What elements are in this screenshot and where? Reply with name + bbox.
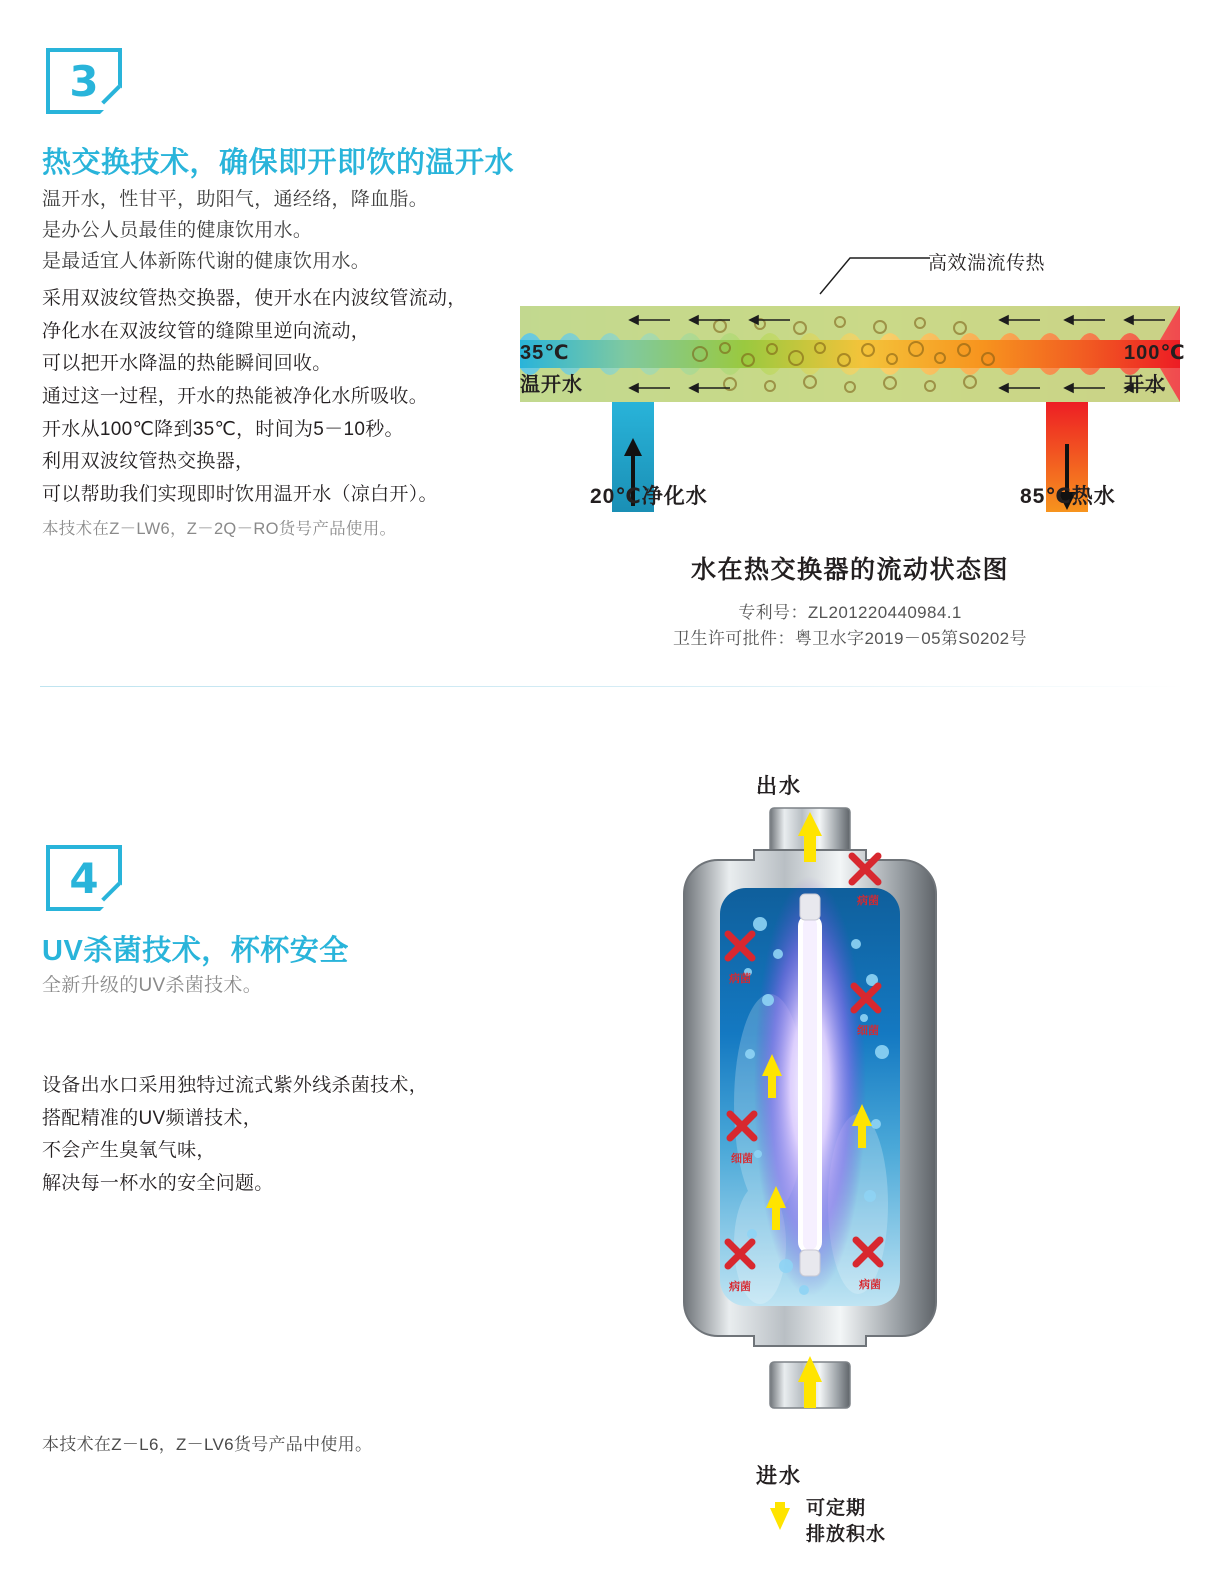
- germ-label: 细菌: [857, 1025, 879, 1037]
- subtitle-line: 是最适宜人体新陈代谢的健康饮用水。: [42, 250, 371, 272]
- figure-license-number: 卫生许可批件：粤卫水字2019－05第S0202号: [673, 629, 1027, 648]
- inner-corrugated-tube: [520, 340, 1180, 368]
- drain-note-line-2: 排放积水: [806, 1523, 887, 1545]
- section-number-badge-3: [46, 48, 122, 114]
- label-inlet: 20℃净化水: [590, 485, 708, 508]
- body-line: 采用双波纹管热交换器，使开水在内波纹管流动，: [42, 288, 467, 309]
- badge-corner-cut: [101, 882, 135, 916]
- section-3-body-block: [42, 283, 467, 512]
- body-line: 设备出水口采用独特过流式紫外线杀菌技术，: [42, 1075, 429, 1096]
- uv-chamber-svg: [600, 804, 1020, 1464]
- uv-lamp-cap-top: [800, 894, 820, 920]
- section-uv-sterilization: [0, 700, 1226, 1579]
- germ-label: 病菌: [859, 1279, 881, 1291]
- label-right-name: 开水: [1124, 374, 1166, 396]
- heat-exchanger-diagram: [520, 248, 1186, 668]
- figure-patent-number: 专利号：ZL201220440984.1: [738, 603, 962, 622]
- callout-label-turbulence: 高效湍流传热: [928, 253, 1046, 274]
- label-water-outlet: 出水: [756, 774, 802, 798]
- label-outlet: 85℃热水: [1020, 485, 1116, 508]
- drain-note-line-1: 可定期: [806, 1497, 867, 1519]
- section-divider: [40, 686, 1186, 687]
- section-4-footnote: 本技术在Z－L6，Z－LV6货号产品中使用。: [42, 1435, 373, 1454]
- germ-label: 病菌: [729, 973, 751, 985]
- subtitle-line: 全新升级的UV杀菌技术。: [42, 975, 262, 996]
- badge-corner-cut: [101, 85, 135, 119]
- body-line: 不会产生臭氧气味，: [42, 1140, 216, 1162]
- body-line: 净化水在双波纹管的缝隙里逆向流动，: [42, 320, 371, 342]
- figure-caption: 水在热交换器的流动状态图: [690, 555, 1009, 584]
- uv-chamber-diagram: [600, 770, 1020, 1570]
- body-line: 解决每一杯水的安全问题。: [42, 1173, 274, 1195]
- label-left-name: 温开水: [520, 374, 583, 396]
- uv-lamp-cap-bottom: [800, 1250, 820, 1276]
- section-title-4: UV杀菌技术，杯杯安全: [42, 935, 349, 967]
- body-line: 通过这一过程，开水的热能被净化水所吸收。: [42, 386, 429, 408]
- section-number-badge-4: [46, 845, 122, 911]
- section-heat-exchange: [0, 0, 1226, 700]
- germ-label: 病菌: [857, 895, 879, 907]
- subtitle-line: 温开水，性甘平，助阳气，通经络，降血脂。: [42, 189, 429, 210]
- germ-label: 细菌: [731, 1153, 753, 1165]
- badge-number: 3: [69, 56, 99, 106]
- drain-arrow-icon: [766, 1500, 806, 1540]
- subtitle-line: 是办公人员最佳的健康饮用水。: [42, 219, 313, 241]
- badge-number: 4: [69, 853, 99, 903]
- body-line: 可以帮助我们实现即时饮用温开水（凉白开）。: [42, 484, 438, 506]
- body-line: 利用双波纹管热交换器，: [42, 451, 255, 473]
- body-line: 搭配精准的UV频谱技术，: [42, 1107, 262, 1129]
- uv-lamp-core: [803, 918, 817, 1250]
- body-line: 可以把开水降温的热能瞬间回收。: [42, 353, 332, 375]
- section-4-subtitle-block: [42, 971, 262, 1002]
- section-title-3: 热交换技术，确保即开即饮的温开水: [42, 147, 515, 179]
- section-3-subtitle-block: [42, 185, 428, 277]
- label-water-inlet: 进水: [756, 1464, 802, 1488]
- callout-leader-line: [820, 258, 930, 294]
- label-right-temperature: 100℃: [1124, 342, 1186, 364]
- body-line: 开水从100℃降到35℃，时间为5－10秒。: [42, 418, 404, 440]
- label-left-temperature: 35℃: [520, 342, 570, 364]
- germ-label: 病菌: [729, 1281, 751, 1293]
- section-4-body-block: [42, 1070, 428, 1201]
- section-3-footnote: 本技术在Z－LW6，Z－2Q－RO货号产品使用。: [42, 520, 397, 538]
